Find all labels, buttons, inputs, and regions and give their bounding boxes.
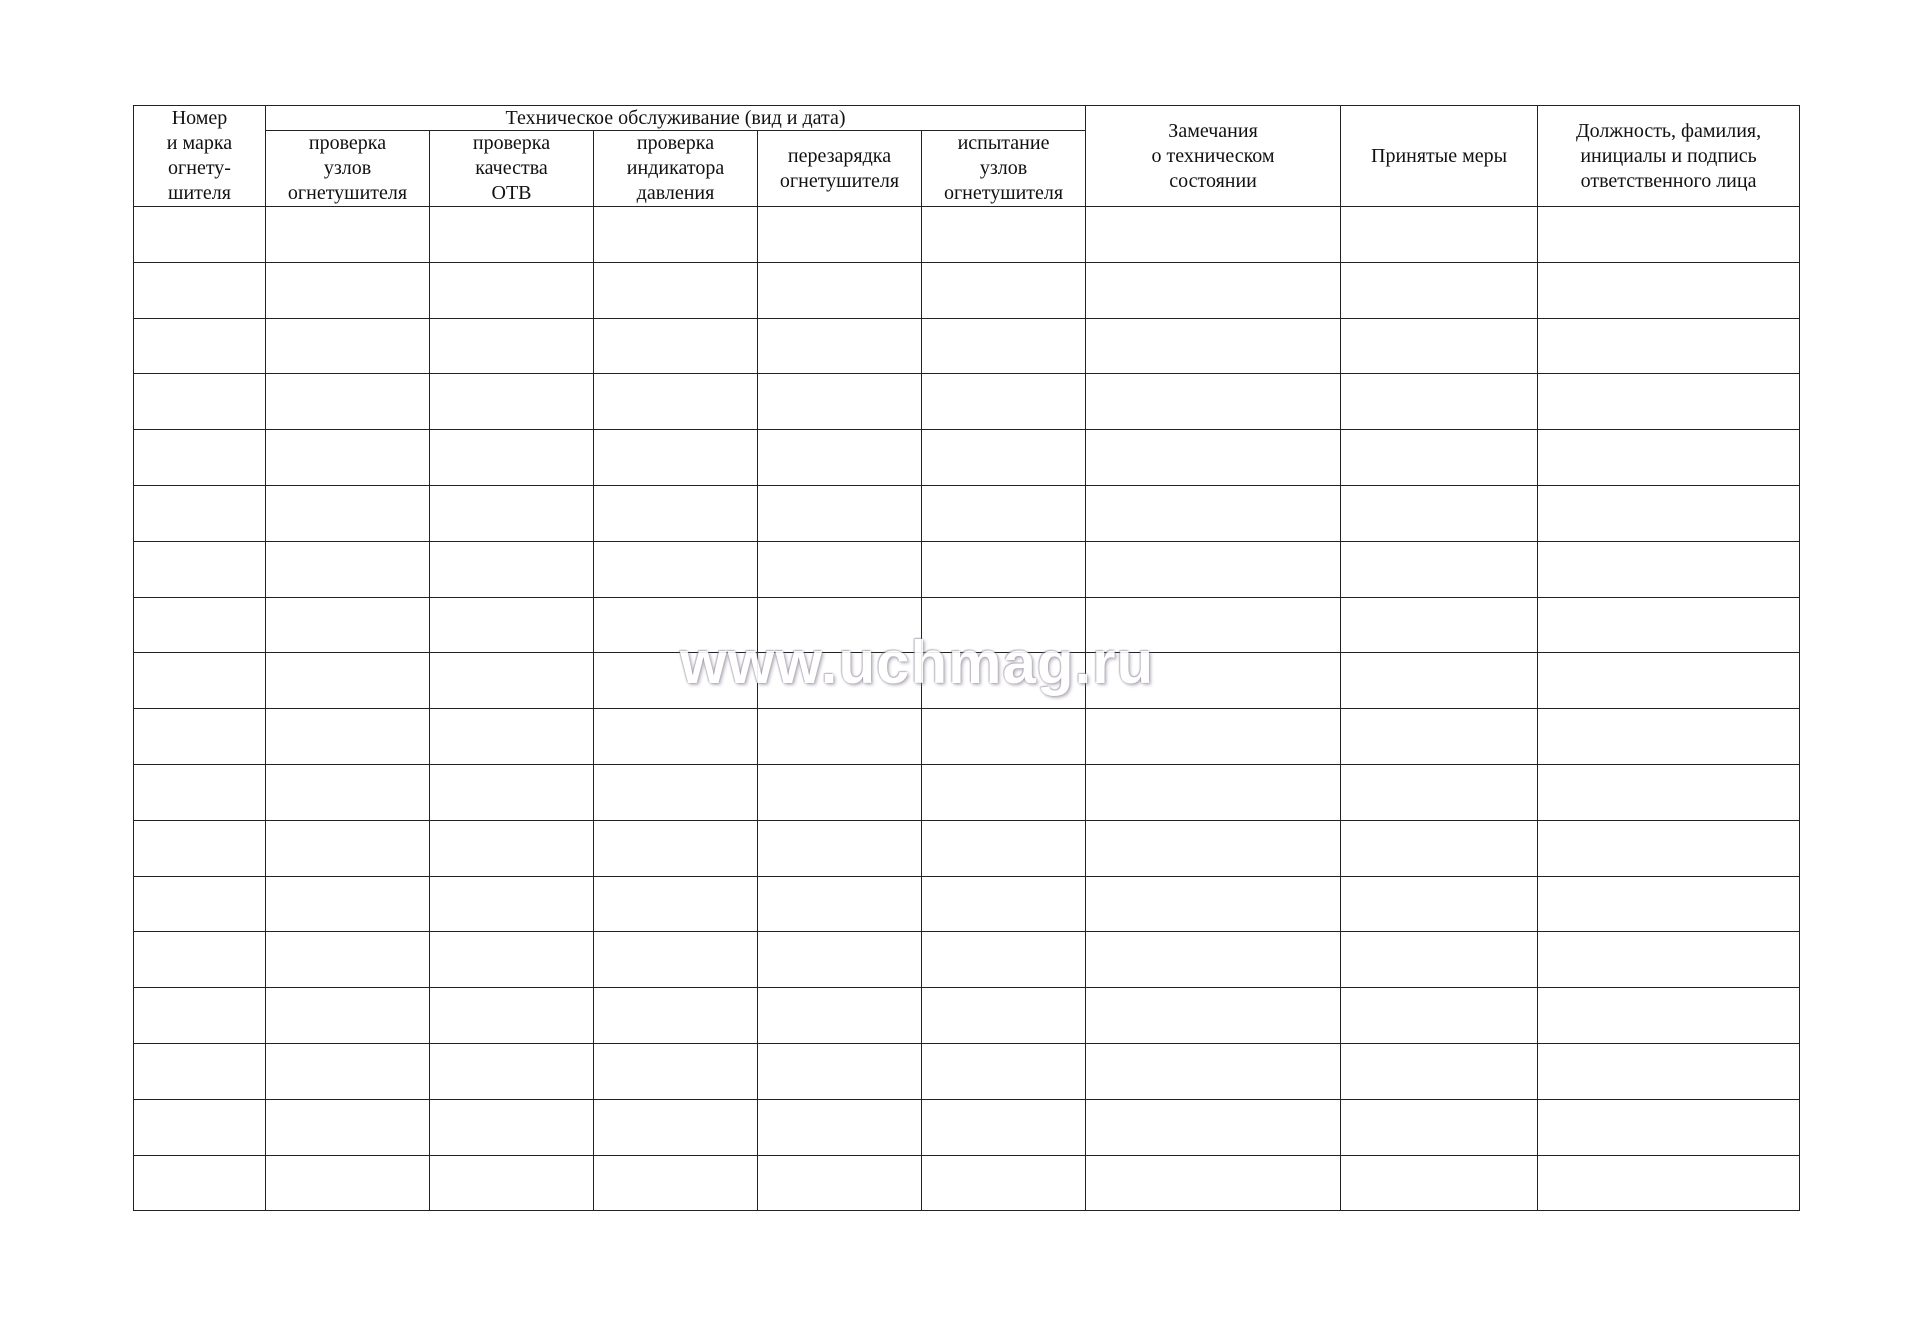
table-cell[interactable]: [134, 1043, 266, 1099]
table-row: [134, 430, 1800, 486]
table-cell[interactable]: [134, 1155, 266, 1211]
table-cell[interactable]: [922, 653, 1086, 709]
table-cell[interactable]: [758, 597, 922, 653]
table-body: [134, 207, 1800, 1211]
table-row: [134, 653, 1800, 709]
table-cell[interactable]: [430, 485, 594, 541]
table-cell[interactable]: [594, 430, 758, 486]
table-row: [134, 374, 1800, 430]
table-cell[interactable]: [430, 988, 594, 1044]
table-cell[interactable]: [1538, 932, 1800, 988]
table-cell[interactable]: [430, 430, 594, 486]
table-cell[interactable]: [922, 820, 1086, 876]
table-cell[interactable]: [922, 430, 1086, 486]
header-maintenance-group: Техническое обслуживание (вид и дата): [266, 106, 1086, 131]
header-extinguisher-number: Номер и марка огнету- шителя: [134, 106, 266, 207]
table-cell[interactable]: [430, 318, 594, 374]
table-cell[interactable]: [134, 988, 266, 1044]
table-cell[interactable]: [758, 1155, 922, 1211]
table-cell[interactable]: [1341, 653, 1538, 709]
table-row: [134, 764, 1800, 820]
table-cell[interactable]: [430, 653, 594, 709]
table-cell[interactable]: [134, 430, 266, 486]
table-cell[interactable]: [758, 988, 922, 1044]
table-cell[interactable]: [1086, 988, 1341, 1044]
table-cell[interactable]: [922, 764, 1086, 820]
table-cell[interactable]: [1086, 709, 1341, 765]
table-row: [134, 1099, 1800, 1155]
header-check-agent-quality: проверка качества ОТВ: [430, 131, 594, 207]
table-cell[interactable]: [758, 485, 922, 541]
table-cell[interactable]: [594, 820, 758, 876]
table-row: [134, 541, 1800, 597]
table-cell[interactable]: [922, 1155, 1086, 1211]
table-cell[interactable]: [266, 764, 430, 820]
table-cell[interactable]: [1341, 374, 1538, 430]
table-cell[interactable]: [758, 207, 922, 263]
extinguisher-maintenance-table: [133, 105, 1800, 1211]
table-row: [134, 932, 1800, 988]
table-cell[interactable]: [266, 262, 430, 318]
table-cell[interactable]: [1538, 1099, 1800, 1155]
table-cell[interactable]: [430, 876, 594, 932]
table-cell[interactable]: [134, 820, 266, 876]
table-cell[interactable]: [1341, 1043, 1538, 1099]
table-cell[interactable]: [922, 541, 1086, 597]
table-cell[interactable]: [1538, 318, 1800, 374]
table-cell[interactable]: [1538, 1155, 1800, 1211]
table-cell[interactable]: [1086, 1155, 1341, 1211]
table-cell[interactable]: [594, 653, 758, 709]
table-cell[interactable]: [1538, 374, 1800, 430]
table-cell[interactable]: [758, 709, 922, 765]
table-cell[interactable]: [594, 541, 758, 597]
table-cell[interactable]: [594, 207, 758, 263]
table-cell[interactable]: [1086, 207, 1341, 263]
table-cell[interactable]: [758, 876, 922, 932]
table-cell[interactable]: [1341, 207, 1538, 263]
table-cell[interactable]: [922, 374, 1086, 430]
table-cell[interactable]: [922, 485, 1086, 541]
table-cell[interactable]: [1086, 764, 1341, 820]
table-cell[interactable]: [266, 653, 430, 709]
table-cell[interactable]: [758, 541, 922, 597]
table-cell[interactable]: [134, 485, 266, 541]
table-cell[interactable]: [1086, 932, 1341, 988]
table-cell[interactable]: [594, 597, 758, 653]
table-cell[interactable]: [430, 1043, 594, 1099]
table-cell[interactable]: [134, 932, 266, 988]
table-cell[interactable]: [134, 597, 266, 653]
table-cell[interactable]: [430, 207, 594, 263]
table-cell[interactable]: [1538, 485, 1800, 541]
table-cell[interactable]: [594, 764, 758, 820]
table-cell[interactable]: [1341, 318, 1538, 374]
table-cell[interactable]: [134, 1099, 266, 1155]
header-check-pressure-indicator: проверка индикатора давления: [594, 131, 758, 207]
table-cell[interactable]: [1086, 541, 1341, 597]
table-cell[interactable]: [1086, 262, 1341, 318]
table-cell[interactable]: [594, 374, 758, 430]
header-remarks: Замечания о техническом состоянии: [1086, 106, 1341, 207]
table-cell[interactable]: [266, 1099, 430, 1155]
table-cell[interactable]: [1538, 262, 1800, 318]
table-cell[interactable]: [1086, 820, 1341, 876]
table-cell[interactable]: [1086, 374, 1341, 430]
table-cell[interactable]: [1538, 820, 1800, 876]
table-cell[interactable]: [922, 876, 1086, 932]
table-cell[interactable]: [1538, 764, 1800, 820]
table-cell[interactable]: [594, 988, 758, 1044]
table-row: [134, 597, 1800, 653]
table-cell[interactable]: [758, 653, 922, 709]
table-cell[interactable]: [1341, 820, 1538, 876]
table-cell[interactable]: [1341, 764, 1538, 820]
table-cell[interactable]: [922, 262, 1086, 318]
table-cell[interactable]: [266, 709, 430, 765]
table-cell[interactable]: [594, 262, 758, 318]
table-cell[interactable]: [922, 988, 1086, 1044]
table-cell[interactable]: [922, 207, 1086, 263]
header-check-units: проверка узлов огнетушителя: [266, 131, 430, 207]
table-cell[interactable]: [1538, 876, 1800, 932]
table-cell[interactable]: [1341, 430, 1538, 486]
table-cell[interactable]: [1341, 262, 1538, 318]
table-cell[interactable]: [1538, 653, 1800, 709]
table-cell[interactable]: [594, 932, 758, 988]
table-cell[interactable]: [594, 1043, 758, 1099]
table-cell[interactable]: [266, 820, 430, 876]
table-cell[interactable]: [430, 932, 594, 988]
table-cell[interactable]: [1341, 876, 1538, 932]
table-row: [134, 207, 1800, 263]
table-cell[interactable]: [594, 1099, 758, 1155]
table-cell[interactable]: [1538, 430, 1800, 486]
table-cell[interactable]: [1538, 597, 1800, 653]
table-cell[interactable]: [1086, 485, 1341, 541]
table-cell[interactable]: [266, 374, 430, 430]
table-cell[interactable]: [1341, 597, 1538, 653]
table-row: [134, 1155, 1800, 1211]
table-cell[interactable]: [430, 1099, 594, 1155]
table-row: [134, 262, 1800, 318]
table-cell[interactable]: [266, 597, 430, 653]
table-cell[interactable]: [266, 207, 430, 263]
table-row: [134, 709, 1800, 765]
table-cell[interactable]: [1538, 988, 1800, 1044]
table-cell[interactable]: [430, 764, 594, 820]
table-cell[interactable]: [430, 1155, 594, 1211]
table-cell[interactable]: [922, 1043, 1086, 1099]
table-cell[interactable]: [594, 485, 758, 541]
table-cell[interactable]: [134, 541, 266, 597]
table-cell[interactable]: [430, 262, 594, 318]
table-cell[interactable]: [134, 318, 266, 374]
table-cell[interactable]: [266, 988, 430, 1044]
table-cell[interactable]: [266, 1155, 430, 1211]
table-cell[interactable]: [1086, 430, 1341, 486]
table-cell[interactable]: [430, 709, 594, 765]
table-cell[interactable]: [922, 597, 1086, 653]
watermark: www.uchmag.ru: [680, 629, 1155, 696]
table-cell[interactable]: [758, 262, 922, 318]
table-cell[interactable]: [1341, 485, 1538, 541]
table-cell[interactable]: [266, 318, 430, 374]
table-cell[interactable]: [922, 709, 1086, 765]
table-cell[interactable]: [594, 709, 758, 765]
table-cell[interactable]: [134, 262, 266, 318]
header-test-units: испытание узлов огнетушителя: [922, 131, 1086, 207]
table-cell[interactable]: [758, 1099, 922, 1155]
table-cell[interactable]: [134, 764, 266, 820]
header-responsible: Должность, фамилия, инициалы и подпись ответственного лица: [1538, 106, 1800, 207]
table-cell[interactable]: [1341, 932, 1538, 988]
table-cell[interactable]: [266, 485, 430, 541]
table-cell[interactable]: [266, 932, 430, 988]
header-recharge: перезарядка огнетушителя: [758, 131, 922, 207]
table-cell[interactable]: [1341, 1155, 1538, 1211]
table-cell[interactable]: [1538, 709, 1800, 765]
table-cell[interactable]: [1086, 876, 1341, 932]
table-cell[interactable]: [266, 541, 430, 597]
table-cell[interactable]: [430, 541, 594, 597]
table-cell[interactable]: [922, 932, 1086, 988]
table-cell[interactable]: [266, 1043, 430, 1099]
table-cell[interactable]: [922, 318, 1086, 374]
table-cell[interactable]: [134, 709, 266, 765]
table-cell[interactable]: [1086, 1099, 1341, 1155]
table-cell[interactable]: [134, 374, 266, 430]
table-cell[interactable]: [594, 318, 758, 374]
table-cell[interactable]: [1086, 653, 1341, 709]
table-cell[interactable]: [758, 374, 922, 430]
table-cell[interactable]: [1341, 1099, 1538, 1155]
table-cell[interactable]: [1086, 1043, 1341, 1099]
table-cell[interactable]: [266, 876, 430, 932]
table-cell[interactable]: [758, 1043, 922, 1099]
table-cell[interactable]: [758, 318, 922, 374]
table-cell[interactable]: [134, 653, 266, 709]
table-cell[interactable]: [1341, 988, 1538, 1044]
table-cell[interactable]: [1341, 541, 1538, 597]
table-cell[interactable]: [758, 764, 922, 820]
table-cell[interactable]: [134, 876, 266, 932]
table-row: [134, 820, 1800, 876]
table-row: [134, 1043, 1800, 1099]
table-row: [134, 988, 1800, 1044]
table-cell[interactable]: [594, 876, 758, 932]
table-cell[interactable]: [758, 430, 922, 486]
table-cell[interactable]: [594, 1155, 758, 1211]
table-cell[interactable]: [758, 820, 922, 876]
table-cell[interactable]: [266, 430, 430, 486]
table-cell[interactable]: [430, 374, 594, 430]
table-row: [134, 485, 1800, 541]
table-cell[interactable]: [1086, 318, 1341, 374]
table-cell[interactable]: [1538, 1043, 1800, 1099]
table-cell[interactable]: [922, 1099, 1086, 1155]
table-cell[interactable]: [1538, 541, 1800, 597]
table-cell[interactable]: [1086, 597, 1341, 653]
header-measures: Принятые меры: [1341, 106, 1538, 207]
table-cell[interactable]: [1341, 709, 1538, 765]
table-row: [134, 876, 1800, 932]
table-row: [134, 318, 1800, 374]
table-cell[interactable]: [1538, 207, 1800, 263]
table-cell[interactable]: [758, 932, 922, 988]
table-cell[interactable]: [134, 207, 266, 263]
table-cell[interactable]: [430, 597, 594, 653]
table-cell[interactable]: [430, 820, 594, 876]
